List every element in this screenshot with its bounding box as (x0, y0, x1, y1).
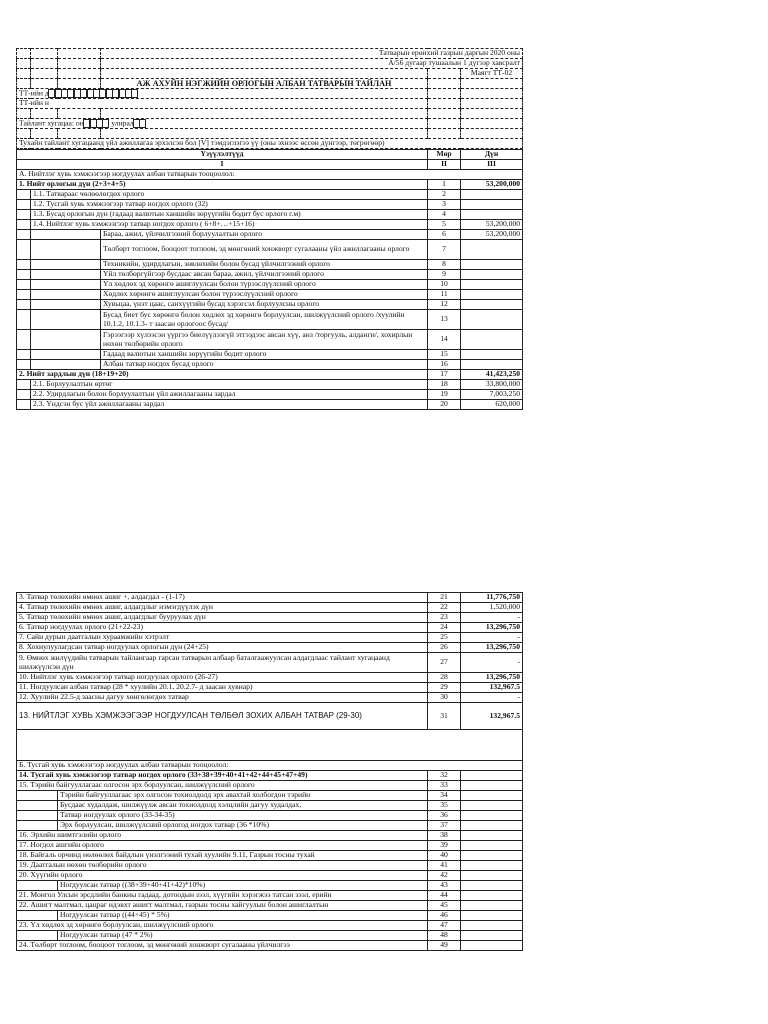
row-value[interactable]: - (461, 693, 523, 703)
report-header-table (16, 48, 523, 149)
indent-cell (17, 330, 31, 350)
row-label: 1.3. Бусад орлогын дүн (гадаад валютын ханшийн зөрүүгийн бодит бус орлого г.м) (31, 210, 428, 220)
row-value[interactable] (461, 771, 523, 781)
indent-cell (17, 821, 58, 831)
indent-cell (17, 240, 31, 260)
table-row (17, 220, 523, 230)
table-row (17, 390, 523, 400)
row-value[interactable] (461, 330, 523, 350)
table-row (17, 861, 523, 871)
row-value[interactable]: 13,296,750 (461, 673, 523, 683)
indent-cell (17, 280, 31, 290)
indent-cell (31, 240, 101, 260)
row-label: 1.2. Тусгай хувь хэмжээгээр татвар ногдох орлого (32) (31, 200, 428, 210)
row-number: 38 (428, 831, 461, 841)
row-number: 35 (428, 801, 461, 811)
table-row (17, 653, 523, 673)
row-label: 4. Татвар төлөхийн өмнөх ашиг, алдагдлыг нэмэгдүүлэх дүн (17, 603, 428, 613)
row-value[interactable]: 53,200,000 (461, 180, 523, 190)
indent-cell (17, 300, 31, 310)
row-number: 20 (428, 400, 461, 410)
row-label: 20. Хүүгийн орлого (17, 871, 428, 881)
indent-cell (17, 290, 31, 300)
row-number: 11 (428, 290, 461, 300)
row-value[interactable]: 41,423,250 (461, 370, 523, 380)
row-value[interactable]: 13,296,750 (461, 643, 523, 653)
indent-cell (17, 350, 31, 360)
row-value[interactable]: 33,800,000 (461, 380, 523, 390)
row-label: 1.4. Нийтлэг хувь хэмжээгээр татвар ногдох орлого ( 6+8+…+15+16) (31, 220, 428, 230)
indent-cell (17, 210, 31, 220)
row-number: 29 (428, 683, 461, 693)
indent-cell (17, 911, 58, 921)
decree-line-2: А/56 дугаар тушаалын 1 дүгээр хавсралт (101, 59, 523, 69)
row-31-number: 31 (428, 703, 461, 730)
row-number: 15 (428, 350, 461, 360)
row-number: 44 (428, 891, 461, 901)
table-row (17, 821, 523, 831)
row-number: 34 (428, 791, 461, 801)
section-a-table (16, 149, 523, 410)
row-label: Үл хөдлөх эд хөрөнгө ашиглуулсан болон түрээслүүлсний орлого (101, 280, 428, 290)
row-value[interactable] (461, 260, 523, 270)
table-row (17, 400, 523, 410)
col-roman-3: III (461, 160, 523, 170)
row-number: 47 (428, 921, 461, 931)
row-number: 43 (428, 881, 461, 891)
indent-cell (17, 811, 58, 821)
row-label: 2. Нийт зардлын дүн (18+19+20) (17, 370, 428, 380)
section-a-title: А. Нийтлэг хувь хэмжээгээр ногдуулах албан татварын тооцоолол: (17, 170, 523, 180)
row-value[interactable] (461, 270, 523, 280)
row-value[interactable] (461, 190, 523, 200)
row-label: 12. Хуулийн 22.5-д заасны дагуу хөнгөлөгдөх татвар (17, 693, 428, 703)
row-number: 40 (428, 851, 461, 861)
year-boxes[interactable] (84, 119, 110, 128)
row-value[interactable]: 620,000 (461, 400, 523, 410)
row-number: 16 (428, 360, 461, 370)
row-number: 12 (428, 300, 461, 310)
report-title: АЖ АХУЙН НЭГЖИЙН ОРЛОГЫН АЛБАН ТАТВАРЫН ТАЙЛАН (101, 79, 428, 89)
row-value[interactable] (461, 861, 523, 871)
taxpayer-name-field[interactable]: ТТ-ийн н (17, 99, 428, 109)
row-value[interactable] (461, 921, 523, 931)
row-31-value[interactable]: 132,967.5 (461, 703, 523, 730)
row-label: 14. Тусгай хувь хэмжээгээр татвар ногдох орлого (33+38+39+40+41+42+44+45+47+49) (17, 771, 428, 781)
row-number: 27 (428, 653, 461, 673)
row-label: 7. Сайн дурын даатгалын хураамжийн хэтрэлт (17, 633, 428, 643)
row-value[interactable] (461, 801, 523, 811)
row-31-label: 13. НИЙТЛЭГ ХУВЬ ХЭМЖЭЭГЭЭР НОГДУУЛСАН ТӨЛБӨЛ ЗОХИХ АЛБАН ТАТВАР (29-30) (17, 703, 428, 730)
row-number: 17 (428, 370, 461, 380)
row-value[interactable] (461, 791, 523, 801)
row-number: 39 (428, 841, 461, 851)
row-label: 5. Татвар төлөхийн өмнөх ашиг, алдагдлыг бууруулах дүн (17, 613, 428, 623)
row-value[interactable] (461, 891, 523, 901)
row-value[interactable] (461, 350, 523, 360)
table-row (17, 190, 523, 200)
table-row (17, 280, 523, 290)
col-roman-2: II (428, 160, 461, 170)
table-row (17, 673, 523, 683)
indent-cell (17, 801, 58, 811)
row-value[interactable] (461, 310, 523, 330)
table-row (17, 350, 523, 360)
row-value[interactable] (461, 240, 523, 260)
table-row (17, 623, 523, 633)
row-number: 3 (428, 200, 461, 210)
table-row (17, 330, 523, 350)
row-label: Ногдуулсан татвар ((38+39+40+41+42)*10%) (58, 881, 428, 891)
indent-cell (17, 270, 31, 280)
row-label: 17. Ногдол ашгийн орлого (17, 841, 428, 851)
row-number: 37 (428, 821, 461, 831)
row-label: 6. Татвар ногдуулах орлого (21+22-23) (17, 623, 428, 633)
row-label: 1. Нийт орлогын дүн (2+3+4+5) (17, 180, 428, 190)
table-row (17, 911, 523, 921)
row-label: 15. Тэрийн байгууллагаас олгосон эрх борлуулсан, шилжүүлсний орлого (17, 781, 428, 791)
row-label: Эрх борлуулсан, шилжүүлсний орлогод ногдох татвар (36 *10%) (58, 821, 428, 831)
table-row (17, 831, 523, 841)
indent-cell (17, 220, 31, 230)
row-value[interactable] (461, 841, 523, 851)
row-number: 9 (428, 270, 461, 280)
table-row (17, 633, 523, 643)
row-label: 2.2. Удирдлагын болон борлуулалтын үйл ажиллагааны зардал (31, 390, 428, 400)
row-value[interactable] (461, 210, 523, 220)
row-value[interactable] (461, 871, 523, 881)
row-label: 8. Хохиулуулагдсан татвар ногдуулах орлогын дүн (24+25) (17, 643, 428, 653)
table-row (17, 941, 523, 951)
indent-cell (17, 390, 31, 400)
table-row (17, 693, 523, 703)
form-page-1 (16, 48, 522, 410)
row-number: 33 (428, 781, 461, 791)
row-value[interactable] (461, 280, 523, 290)
row-value[interactable]: 1,520,000 (461, 603, 523, 613)
row-value[interactable]: - (461, 633, 523, 643)
table-row (17, 931, 523, 941)
table-row (17, 891, 523, 901)
row-label: Ногдуулсан татвар ((44+45) * 5%) (58, 911, 428, 921)
indent-cell (31, 230, 101, 240)
indent-cell (17, 400, 31, 410)
indent-cell (31, 360, 101, 370)
row-label: Үйл төлбөргүйгээр бусдаас авсан бараа, ажил, үйлчилгээний орлого (101, 270, 428, 280)
table-row (17, 811, 523, 821)
row-number: 2 (428, 190, 461, 200)
row-label: Гадаад валютын ханшийн зөрүүгийн бодит орлого (101, 350, 428, 360)
indent-cell (31, 290, 101, 300)
section-a2-rows (17, 593, 523, 703)
row-number: 21 (428, 593, 461, 603)
indent-cell (31, 310, 101, 330)
row-number: 19 (428, 390, 461, 400)
table-row (17, 881, 523, 891)
row-label: 22. Ашигт малтмал, цацраг идэвхт ашигт малтмал, газрын тосны хайгуулын болон ашиглалтын (17, 901, 428, 911)
form-page-2 (16, 592, 522, 951)
table-row (17, 310, 523, 330)
indent-cell (31, 300, 101, 310)
table-row (17, 270, 523, 280)
row-label: 1.1. Татвараас чөлөөлөгдөх орлого (31, 190, 428, 200)
row-label: Бусад биет бус хөрөнгө болон хөдлөх эд хөрөнгө борлуулсан, шилжүүлсний орлого /хуулийн 10.1.2, 10.1.3- т заасан орлогоос бусад/ (101, 310, 428, 330)
row-number: 24 (428, 623, 461, 633)
decree-line-1: Татварын ерөнхий газрын даргын 2020 оны (101, 49, 523, 59)
table-row (17, 643, 523, 653)
row-label: Техникийн, удирдлагын, зөвлөхийн болон бусад үйлчилгээний орлого (101, 260, 428, 270)
row-label: 18. Байгаль орчинд нөлөөлөх байдлын үнэлгээний тухай хуулийн 9.11, Газрын тосны тухай (17, 851, 428, 861)
table-row (17, 230, 523, 240)
row-label: 2.3. Үндсэн бус үйл ажиллагааны зардал (31, 400, 428, 410)
col-header-indicators: Үзүүлэлтүүд (17, 150, 428, 160)
quarter-boxes[interactable] (134, 119, 147, 128)
row-value[interactable]: 13,296,750 (461, 623, 523, 633)
table-row (17, 613, 523, 623)
row-number: 30 (428, 693, 461, 703)
row-value[interactable] (461, 831, 523, 841)
row-number: 32 (428, 771, 461, 781)
row-value[interactable] (461, 851, 523, 861)
row-number: 7 (428, 240, 461, 260)
table-row (17, 210, 523, 220)
section-b-rows (17, 771, 523, 951)
section-a-continued-table (16, 592, 523, 951)
row-number: 26 (428, 643, 461, 653)
section-a-rows (17, 180, 523, 410)
col-header-amount: Дүн (461, 150, 523, 160)
row-label: Гэрээгээр хүлээсэн үүргээ биелүүлээгүй этгээдээс авсан хүү, анз /торгууль, алданги/, хохирлын нөхөн төлбөрийн орлого (101, 330, 428, 350)
table-row (17, 801, 523, 811)
table-row (17, 921, 523, 931)
row-number: 41 (428, 861, 461, 871)
row-label: 23. Үл хөдлөх эд хөрөнгө борлуулсан, шилжүүлсний орлого (17, 921, 428, 931)
table-row (17, 260, 523, 270)
row-number: 36 (428, 811, 461, 821)
row-label: 10. Нийтлэг хувь хэмжээгээр татвар ногдуулах орлого (26-27) (17, 673, 428, 683)
row-number: 46 (428, 911, 461, 921)
row-label: Бусдаас худалдаж, шилжүүлж авсан тохиолдолд хэлцлийн дагуу худалдах, (58, 801, 428, 811)
row-value[interactable] (461, 881, 523, 891)
table-row (17, 360, 523, 370)
row-label: Албан татвар ногдох бусад орлого (101, 360, 428, 370)
row-value[interactable]: 53,200,000 (461, 230, 523, 240)
indent-cell (17, 791, 58, 801)
taxpayer-number-field[interactable]: ТТ-ийн д (17, 89, 428, 99)
table-row (17, 290, 523, 300)
table-row (17, 593, 523, 603)
table-row (17, 871, 523, 881)
row-label: 16. Эрхийн шимтгэлийн орлого (17, 831, 428, 841)
row-value[interactable]: 132,967.5 (461, 683, 523, 693)
row-number: 4 (428, 210, 461, 220)
indent-cell (17, 931, 58, 941)
row-value[interactable] (461, 290, 523, 300)
row-number: 48 (428, 931, 461, 941)
row-label: Хөдлөх хөрөнгө ашиглуулсан болон түрээслүүлсний орлого (101, 290, 428, 300)
indent-cell (17, 380, 31, 390)
activity-note: Тухайн тайлант хугацаанд үйл ажиллагаа эрхэлсэн бол [V] тэмдэглэгээ үү (оны эхнээс өссөн дүнгээр, төгрөгөөр) (17, 139, 523, 149)
digit-boxes[interactable] (49, 89, 139, 98)
row-number: 14 (428, 330, 461, 350)
form-number: Маягт ТТ-02 (461, 69, 523, 79)
row-number: 42 (428, 871, 461, 881)
row-label: 2.1. Борлуулалтын өртөг (31, 380, 428, 390)
row-number: 18 (428, 380, 461, 390)
row-label: Татвар ногдуулах орлого (33-34-35) (58, 811, 428, 821)
col-roman-1: I (17, 160, 428, 170)
row-value[interactable] (461, 911, 523, 921)
row-label: Бараа, ажил, үйлчилгээний борлуулалтын орлого (101, 230, 428, 240)
indent-cell (17, 190, 31, 200)
table-row (17, 901, 523, 911)
row-number: 6 (428, 230, 461, 240)
col-header-row: Мөр (428, 150, 461, 160)
indent-cell (17, 360, 31, 370)
row-value[interactable] (461, 941, 523, 951)
row-label: 3. Татвар төлөхийн өмнөх ашиг +, алдагдал - (1-17) (17, 593, 428, 603)
spacer-row (17, 730, 523, 761)
row-number: 28 (428, 673, 461, 683)
row-number: 23 (428, 613, 461, 623)
row-number: 13 (428, 310, 461, 330)
indent-cell (31, 280, 101, 290)
table-row (17, 851, 523, 861)
row-value[interactable]: - (461, 653, 523, 673)
row-label: 24. Төлбөрт тоглоом, бооцоот тоглоом, эд мөнгөний хонжворт сугалааны үйлчилгээ (17, 941, 428, 951)
row-label: 21. Монгол Улсын эрсдлийн банкны гадаад, дотоодын зээл, хүүгийн хэрэгжээ татсан зээл, ерийн (17, 891, 428, 901)
indent-cell (31, 330, 101, 350)
row-number: 45 (428, 901, 461, 911)
row-value[interactable] (461, 360, 523, 370)
row-value[interactable] (461, 300, 523, 310)
row-label: 9. Өмнөх жилүүдийн татварын тайлангаар гарсан татварын албаар баталгаажуулсан алдагдлаас тайлант хугацаанд шилжүүлсэн дүн (17, 653, 428, 673)
row-value[interactable]: 53,200,000 (461, 220, 523, 230)
row-value[interactable] (461, 781, 523, 791)
row-label: Ногдуулсан татвар (47 * 2%) (58, 931, 428, 941)
table-row (17, 781, 523, 791)
row-number: 49 (428, 941, 461, 951)
table-row (17, 300, 523, 310)
indent-cell (17, 200, 31, 210)
table-row (17, 603, 523, 613)
row-label: Тэрийн байгууллагаас эрх олгосон тохиолдолд эрх авахтай холбогдон тэрийн (58, 791, 428, 801)
table-row (17, 180, 523, 190)
row-value[interactable]: 7,003,250 (461, 390, 523, 400)
table-row (17, 841, 523, 851)
row-number: 22 (428, 603, 461, 613)
row-number: 25 (428, 633, 461, 643)
row-label: 11. Ногдуулсан албан татвар (28 * хуулийн 20.1, 20.2.7- д заасан хувиар) (17, 683, 428, 693)
row-number: 10 (428, 280, 461, 290)
indent-cell (17, 260, 31, 270)
row-label: 19. Даатгалын нөхөн төлбөрийн орлого (17, 861, 428, 871)
row-number: 5 (428, 220, 461, 230)
row-value[interactable] (461, 931, 523, 941)
table-row (17, 771, 523, 781)
row-label: Хувьцаа, үнэт цаас, санхүүгийн бусад хэрэгсэл борлуулсны орлого (101, 300, 428, 310)
section-b-title: Б. Тусгай хувь хэмжээгээр ногдуулах албан татварын тооцоолол: (17, 761, 523, 771)
row-number: 8 (428, 260, 461, 270)
row-number: 1 (428, 180, 461, 190)
indent-cell (17, 230, 31, 240)
table-row (17, 200, 523, 210)
row-value[interactable] (461, 200, 523, 210)
row-value[interactable]: 11,776,750 (461, 593, 523, 603)
table-row (17, 791, 523, 801)
indent-cell (31, 260, 101, 270)
table-row (17, 240, 523, 260)
indent-cell (31, 270, 101, 280)
row-value[interactable] (461, 901, 523, 911)
table-row (17, 683, 523, 693)
row-label: Төлбөрт тоглоом, бооцоот тоглоом, эд мөнгөний хонжворт сугалааны үйл ажиллагааны орлого (101, 240, 428, 260)
reporting-period-field[interactable]: Тайлант хугацаа: он улирал (17, 119, 428, 129)
table-row (17, 370, 523, 380)
indent-cell (17, 881, 58, 891)
row-value[interactable] (461, 811, 523, 821)
row-value[interactable]: - (461, 613, 523, 623)
row-value[interactable] (461, 821, 523, 831)
indent-cell (17, 310, 31, 330)
table-row (17, 380, 523, 390)
indent-cell (31, 350, 101, 360)
